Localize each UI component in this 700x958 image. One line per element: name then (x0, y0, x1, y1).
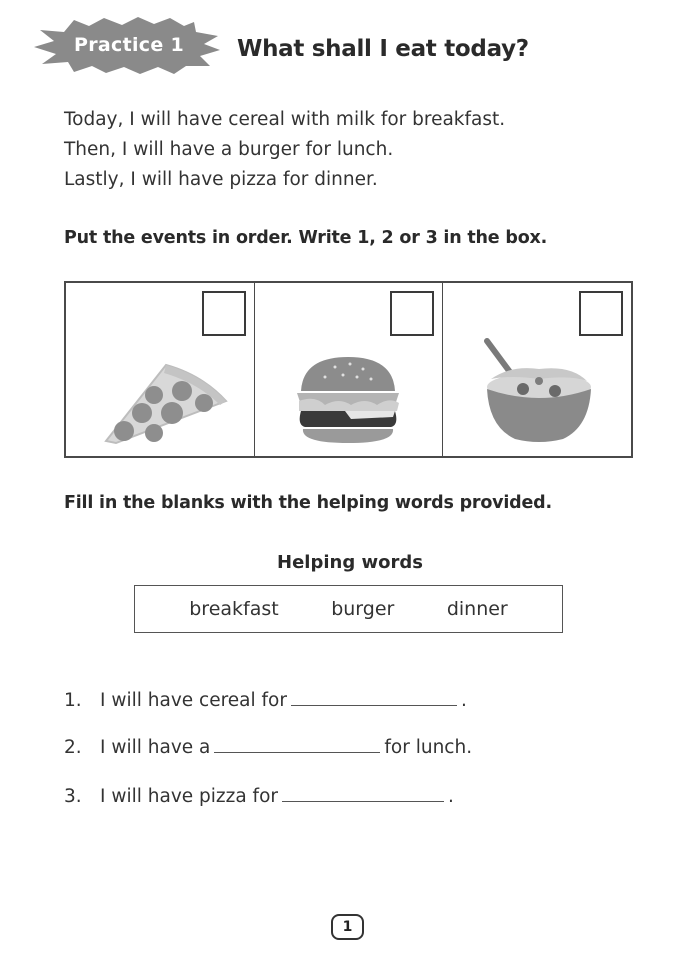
order-answer-box[interactable] (390, 291, 434, 336)
page-title: What shall I eat today? (237, 36, 529, 62)
helping-words-title: Helping words (277, 552, 423, 573)
picture-cell-burger (255, 283, 444, 456)
question-text-before: I will have a (100, 737, 211, 758)
helping-word: dinner (446, 598, 508, 620)
story-text (64, 105, 505, 195)
fill-blanks-instruction: Fill in the blanks with the helping words provided. (64, 493, 552, 513)
question-number: 3. (64, 786, 82, 807)
order-answer-box[interactable] (579, 291, 623, 336)
helping-word: burger (331, 598, 395, 620)
picture-cell-pizza (66, 283, 255, 456)
question-1 (64, 690, 467, 711)
practice-badge (34, 14, 220, 76)
story-line: Then, I will have a burger for lunch. (64, 139, 394, 160)
picture-order-grid (64, 281, 633, 458)
question-number: 2. (64, 737, 82, 758)
cereal-bowl-icon (481, 335, 593, 447)
picture-cell-cereal (443, 283, 631, 456)
story-line: Today, I will have cereal with milk for breakfast. (64, 109, 506, 130)
helping-word: breakfast (189, 598, 279, 620)
question-text-after: for lunch. (384, 737, 473, 758)
question-text-before: I will have pizza for (100, 786, 278, 807)
answer-blank[interactable] (214, 751, 380, 753)
question-text-before: I will have cereal for (100, 690, 287, 711)
answer-blank[interactable] (291, 704, 457, 706)
question-text-after: . (448, 786, 454, 807)
story-line: Lastly, I will have pizza for dinner. (64, 169, 378, 190)
helping-words-box (134, 585, 563, 633)
question-2 (64, 737, 472, 758)
burger-icon (295, 355, 401, 445)
order-answer-box[interactable] (202, 291, 246, 336)
question-text-after: . (460, 690, 467, 711)
ordering-instruction: Put the events in order. Write 1, 2 or 3 in the box. (64, 228, 548, 248)
badge-label: Practice 1 (74, 34, 184, 56)
page-number: 1 (331, 914, 364, 940)
question-3 (64, 786, 454, 807)
question-number: 1. (64, 690, 82, 711)
answer-blank[interactable] (282, 800, 444, 802)
pizza-slice-icon (102, 361, 230, 445)
